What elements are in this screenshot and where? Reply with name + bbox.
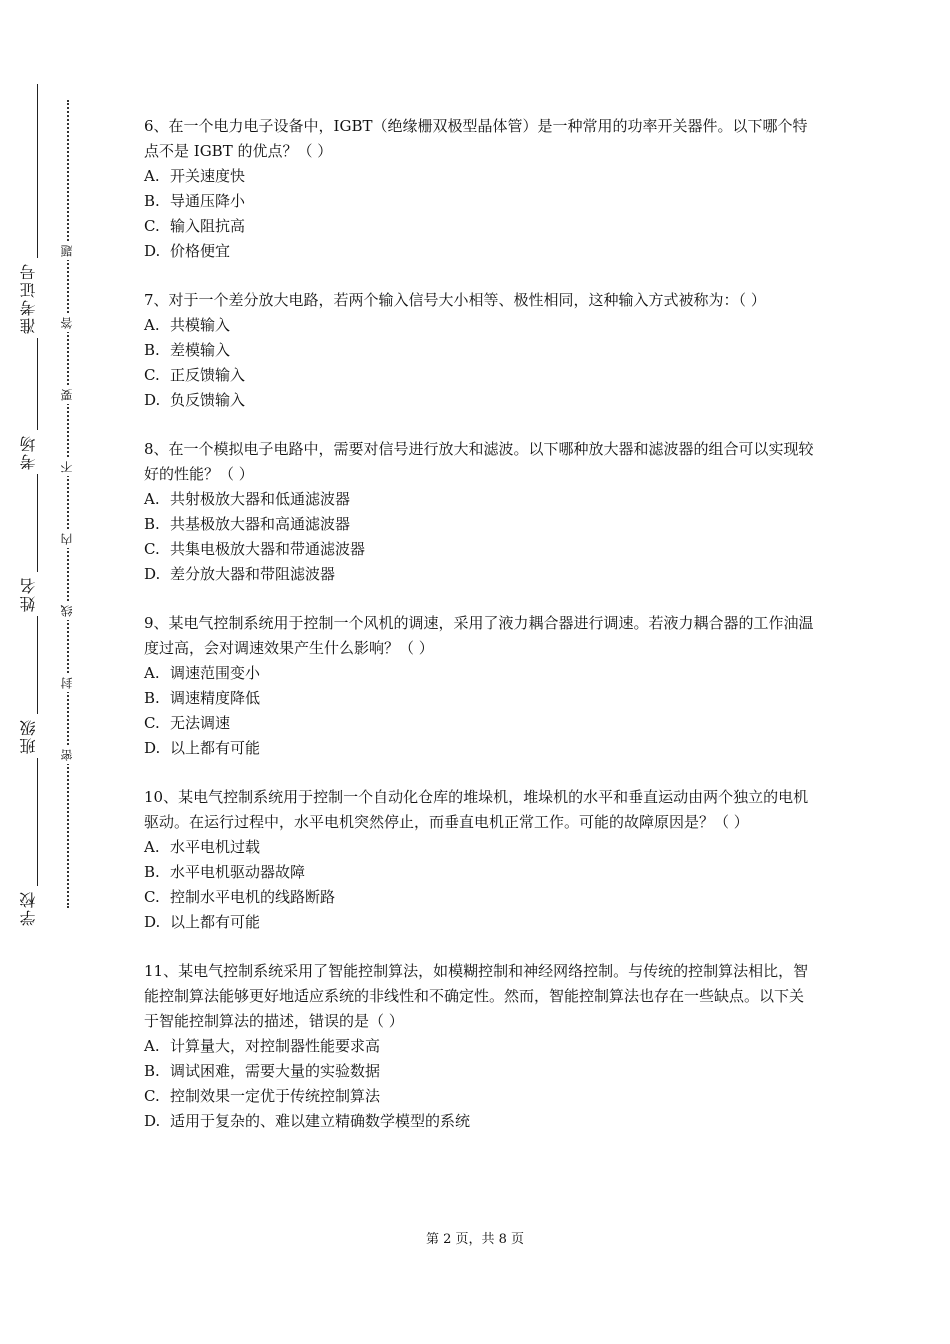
- option-letter: C.: [144, 540, 160, 558]
- option-letter: C.: [144, 217, 160, 235]
- option-c: [144, 711, 814, 736]
- seal-char: 要: [60, 386, 76, 404]
- option-b: [144, 686, 814, 711]
- option-letter: B.: [144, 689, 160, 707]
- seal-char: 封: [60, 674, 76, 692]
- seal-char: 内: [60, 530, 76, 548]
- option-a: [144, 661, 814, 686]
- option-letter: D.: [144, 1112, 161, 1130]
- option-letter: C.: [144, 888, 160, 906]
- option-letter: D.: [144, 242, 161, 260]
- option-d: [144, 910, 814, 935]
- option-letter: C.: [144, 1087, 160, 1105]
- exam-room-label: 考场: [20, 430, 38, 474]
- option-letter: A.: [144, 838, 160, 856]
- option-b: [144, 860, 814, 885]
- option-c: [144, 1084, 814, 1109]
- question-stem: 7、对于一个差分放大电路，若两个输入信号大小相等、极性相同，这种输入方式被称为：（ ）: [144, 291, 766, 309]
- option-text: 水平电机驱动器故障: [170, 863, 306, 881]
- option-letter: A.: [144, 167, 160, 185]
- option-letter: D.: [144, 565, 161, 583]
- option-a: [144, 313, 814, 338]
- option-d: [144, 1109, 814, 1134]
- option-text: 差分放大器和带阻滤波器: [170, 565, 336, 583]
- option-text: 水平电机过载: [170, 838, 261, 856]
- question-stem: 6、在一个电力电子设备中，IGBT（绝缘栅双极型晶体管）是一种常用的功率开关器件。以下哪个特点不是 IGBT 的优点？（ ）: [144, 117, 808, 160]
- option-letter: B.: [144, 515, 160, 533]
- option-b: [144, 338, 814, 363]
- question-7: [144, 288, 814, 413]
- option-text: 共模输入: [170, 316, 231, 334]
- option-text: 共射极放大器和低通滤波器: [170, 490, 351, 508]
- exam-number-label: 准考证号: [20, 258, 38, 338]
- option-text: 调速精度降低: [170, 689, 261, 707]
- seal-char: 答: [60, 314, 76, 332]
- option-text: 导通压降小: [170, 192, 246, 210]
- question-6: [144, 114, 814, 264]
- option-c: [144, 214, 814, 239]
- option-c: [144, 363, 814, 388]
- option-text: 调试困难，需要大量的实验数据: [170, 1062, 381, 1080]
- seal-char: 线: [60, 602, 76, 620]
- question-stem: 11、某电气控制系统采用了智能控制算法，如模糊控制和神经网络控制。与传统的控制算法相比，智能控制算法能够更好地适应系统的非线性和不确定性。然而，智能控制算法也存在一些缺点。以下关于智能控制算法的描述，错误的是（ ）: [144, 962, 809, 1030]
- option-text: 调速范围变小: [170, 664, 261, 682]
- question-stem: 10、某电气控制系统用于控制一个自动化仓库的堆垛机，堆垛机的水平和垂直运动由两个独立的电机驱动。在运行过程中，水平电机突然停止，而垂直电机正常工作。可能的故障原因是？（ ）: [144, 788, 809, 831]
- option-a: [144, 487, 814, 512]
- class-label: 班级: [20, 714, 38, 758]
- option-letter: A.: [144, 490, 160, 508]
- option-text: 以上都有可能: [170, 913, 261, 931]
- option-text: 无法调速: [170, 714, 231, 732]
- option-text: 价格便宜: [170, 242, 231, 260]
- option-d: [144, 388, 814, 413]
- seal-char: 题: [60, 242, 76, 260]
- option-d: [144, 239, 814, 264]
- option-letter: D.: [144, 391, 161, 409]
- option-letter: B.: [144, 192, 160, 210]
- option-text: 负反馈输入: [170, 391, 246, 409]
- option-a: [144, 835, 814, 860]
- option-d: [144, 736, 814, 761]
- option-text: 计算量大，对控制器性能要求高: [170, 1037, 381, 1055]
- option-letter: D.: [144, 739, 161, 757]
- question-stem: 9、某电气控制系统用于控制一个风机的调速，采用了液力耦合器进行调速。若液力耦合器的工作油温度过高，会对调速效果产生什么影响？（ ）: [144, 614, 814, 657]
- option-letter: B.: [144, 863, 160, 881]
- option-letter: C.: [144, 366, 160, 384]
- student-name-label: 姓名: [20, 572, 38, 616]
- option-letter: D.: [144, 913, 161, 931]
- option-text: 适用于复杂的、难以建立精确数学模型的系统: [170, 1112, 471, 1130]
- option-letter: B.: [144, 1062, 160, 1080]
- option-text: 开关速度快: [170, 167, 246, 185]
- option-letter: C.: [144, 714, 160, 732]
- option-text: 共集电极放大器和带通滤波器: [170, 540, 366, 558]
- seal-dotted-line: [67, 100, 69, 908]
- option-text: 控制水平电机的线路断路: [170, 888, 336, 906]
- option-text: 以上都有可能: [170, 739, 261, 757]
- question-8: [144, 437, 814, 587]
- question-11: [144, 959, 814, 1134]
- school-label: 学校: [20, 886, 38, 930]
- option-letter: B.: [144, 341, 160, 359]
- seal-char: 密: [60, 746, 76, 764]
- question-stem: 8、在一个模拟电子电路中，需要对信号进行放大和滤波。以下哪种放大器和滤波器的组合可以实现较好的性能？（ ）: [144, 440, 814, 483]
- option-a: [144, 1034, 814, 1059]
- option-text: 正反馈输入: [170, 366, 246, 384]
- option-d: [144, 562, 814, 587]
- option-c: [144, 885, 814, 910]
- question-10: [144, 785, 814, 935]
- option-text: 控制效果一定优于传统控制算法: [170, 1087, 381, 1105]
- option-text: 差模输入: [170, 341, 231, 359]
- question-9: [144, 611, 814, 761]
- option-b: [144, 189, 814, 214]
- binding-fields: [20, 80, 46, 930]
- option-b: [144, 1059, 814, 1084]
- question-list: [144, 114, 814, 1158]
- option-letter: A.: [144, 316, 160, 334]
- option-text: 共基极放大器和高通滤波器: [170, 515, 351, 533]
- option-a: [144, 164, 814, 189]
- option-letter: A.: [144, 664, 160, 682]
- page-number: 第 2 页，共 8 页: [425, 1232, 525, 1247]
- option-b: [144, 512, 814, 537]
- option-text: 输入阻抗高: [170, 217, 246, 235]
- option-c: [144, 537, 814, 562]
- option-letter: A.: [144, 1037, 160, 1055]
- seal-char: 不: [60, 458, 76, 476]
